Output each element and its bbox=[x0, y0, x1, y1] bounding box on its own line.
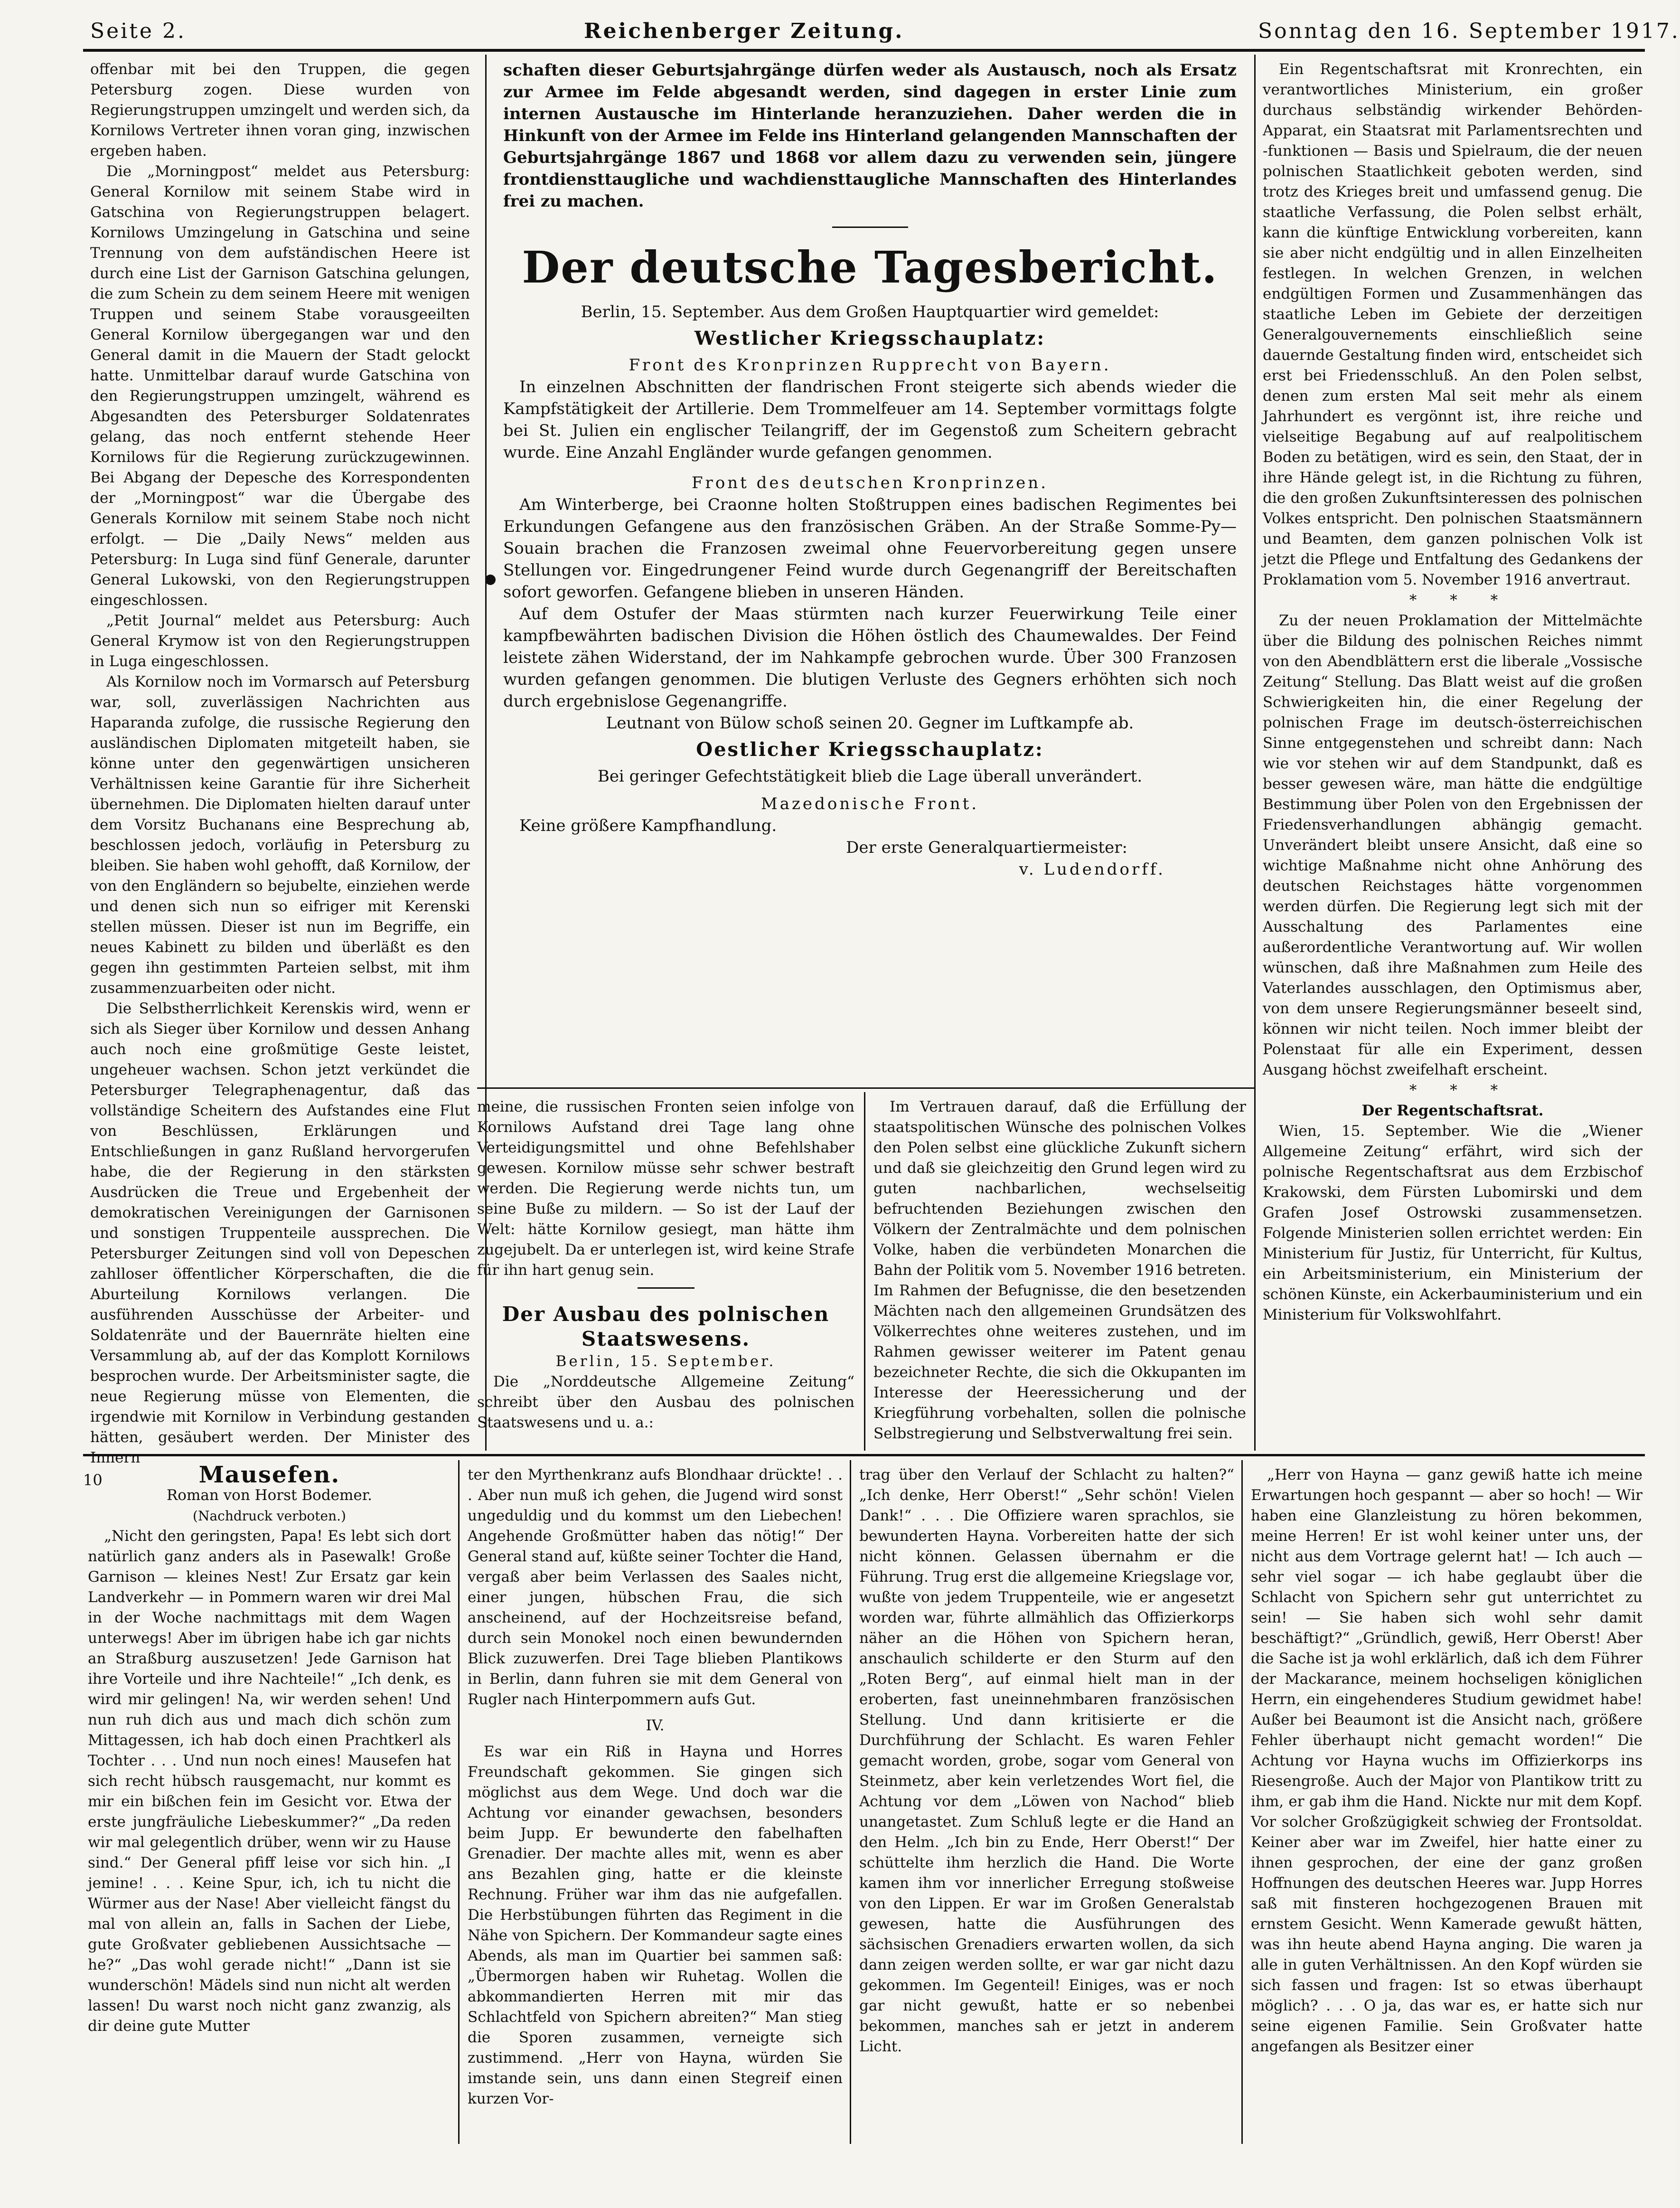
paragraph: Ein Regentschaftsrat mit Kronrechten, ein verantwortliches Ministerium, ein großer durchaus selbständig wirkender Behörden-Apparat, ein Staatsrat mit Parlamentsrechten und -funktionen — Basis und Spielraum, die der neuen polnischen Staatlichkeit geboten werden, sind trotz des Krieges breit und umfassend genug. Die staatliche Verfassung, die Polen selbst erhält, kann die künftige Entwicklung vorbereiten, kann sie aber nicht endgültig und in allen Einzelheiten festlegen. In welchen Grenzen, in welchen endgültigen Formen und Zusammenhängen das staatliche Leben im Gebiete der derzeitigen Generalgouvernements einschließlich seine dauernde Gestaltung finden wird, entscheidet sich erst bei Friedensschluß. An den Polen selbst, denen zum ersten Mal seit mehr als einem Jahrhundert es vergönnt ist, ihre reiche und vielseitige Begabung auf auf realpolitischem Boden zu betätigen, wird es sein, den Staat, der in ihre Hände gelegt ist, in die Richtung zu führen, die den großen Zukunftsinteressen des polnischen Volkes entspricht. Den polnischen Staatsmännern und Beamten, dem ganzen polnischen Volk ist jetzt die Pflege und Entfaltung des Gedankens der Proklamation vom 5. November 1916 anvertraut. bbox=[1263, 61, 1642, 588]
dateline: Berlin, 15. September. bbox=[555, 1353, 776, 1370]
paragraph: Als Kornilow noch im Vormarsch auf Petersburg war, soll, zuverlässigen Nachrichten aus Haparanda zufolge, die russische Regierung den ausländischen Diplomaten mitgeteilt haben, sie könne unter den gegenwärtigen unsicheren Verhältnissen keine Garantie für ihre Sicherheit übernehmen. Die Diplomaten hielten darauf unter dem Vorsitz Buchanans eine Besprechung ab, beschlossen jedoch, vorläufig in Petersburg zu bleiben. Sie haben wohl gehofft, daß Kornilow, der von den Engländern so bejubelte, einziehen werde und denen sich nun so eifriger mit Kerenski stellen müssen. Dieser ist nun im Begriffe, ein neues Kabinett zu bilden und überläßt es den gegen ihn gestimmten Parteien selbst, mit ihm zusammenzuarbeiten oder nicht. bbox=[90, 673, 470, 997]
conscription-paragraph: schaften dieser Geburtsjahrgänge dürfen weder als Austausch, noch als Ersatz zur Armee im Felde abgesandt werden, sind dagegen in erster Linie zum internen Austausche im Hinterlande heranzuziehen. Daher werden die in Hinkunft von der Armee im Felde ins Hinterland gelangenden Mannschaften der Geburtsjahrgänge 1867 und 1868 vor allem dazu zu verwenden sein, jüngere frontdiensttaugliche und wachdiensttaugliche Mannschaften des Hinterlandes frei zu machen. bbox=[503, 61, 1237, 211]
serial-byline: Roman von Horst Bodemer. bbox=[166, 1487, 373, 1504]
column-rule bbox=[1254, 55, 1256, 1451]
serial-column-1 bbox=[88, 1462, 451, 2149]
serial-column-4 bbox=[1251, 1465, 1642, 2149]
regency-heading: Der Regentschaftsrat. bbox=[1361, 1102, 1544, 1119]
column-poland-commentary bbox=[1263, 59, 1642, 1446]
report-paragraph: Am Winterberge, bei Craonne holten Stoßtruppen eines badischen Regimentes bei Erkundungen Gefangene aus den französischen Gräben. An der Straße Somme-Py—Souain brachen die Franzosen zweimal ohne Feuervorbereitung gegen unsere Stellungen vor. Eingedrungener Feind wurde durch Gegenangriff der Bereitschaften sofort geworfen. Gefangene blieben in unseren Händen. bbox=[503, 495, 1237, 602]
serial-column-2 bbox=[468, 1465, 843, 2149]
reprint-notice: (Nachdruck verboten.) bbox=[193, 1508, 346, 1524]
paragraph: Im Vertrauen darauf, daß die Erfüllung der staatspolitischen Wünsche des polnischen Volkes den Polen selbst eine glückliche Zukunft sichern und daß sie gleichzeitig den Grund legen wird zu guten nachbarlichen, wechselseitig befruchtenden Beziehungen zwischen den Völkern der Zentralmächte und dem polnischen Volke, haben die verbündeten Monarchen die Bahn der Politik vom 5. November 1916 betreten. Im Rahmen der Befugnisse, die den besetzenden Mächten nach den allgemeinen Grundsätzen des Völkerrechtes ohne weiteres zustehen, und im Rahmen gewisser weiterer im Patent genau bezeichneter Rechte, die sich die Okkupanten im Interesse der Heeressicherung und der Kriegführung vorbehalten, sollen die polnische Selbstregierung und Selbstverwaltung frei sein. bbox=[873, 1098, 1246, 1442]
paragraph: Wien, 15. September. Wie die „Wiener Allgemeine Zeitung“ erfährt, wird sich der polnische Regentschaftsrat aus dem Erzbischof Krakowski, dem Fürsten Lubomirski und dem Grafen Josef Ostrowski zusammensetzen. Folgende Ministerien sollen errichtet werden: Ein Ministerium für Justiz, für Unterricht, für Kultus, ein Arbeitsministerium, ein Ministerium der schönen Künste, ein Ackerbauministerium und ein Ministerium für Volkswohlfahrt. bbox=[1263, 1123, 1642, 1323]
chapter-number: IV. bbox=[646, 1717, 665, 1734]
serial-text: „Herr von Hayna — ganz gewiß hatte ich meine Erwartungen hoch gespannt — aber so hoch! — Wir haben eine Glanzleistung zu hören bekommen, meine Herren! Er ist wohl keiner unter uns, der nicht aus dem Vortrage gelernt hat! — Ich auch — sehr viel sogar — ich habe geglaubt über die Schlacht von Spichern sehr gut unterrichtet zu sein! — Sie haben sich wohl sehr damit beschäftigt?“ „Gründlich, gewiß, Herr Oberst! Aber die Sache ist ja wohl erklärlich, daß ich dem Führer der Mackarance, meinem hochseligen königlichen Herrn, ein eingehenderes Studium gewidmet habe! Außer bei Beaumont ist die Ansicht nach, größere Fehler überhaupt nicht gemacht worden!“ Die Achtung vor Hayna wuchs im Offizierkorps ins Riesengroße. Auch der Major von Plantikow tritt zu ihm, er gab ihm die Hand. Nickte nur mit dem Kopf. Vor solcher Großzügigkeit schwieg der Frontsoldat. Keiner aber war im Zweifel, hier hatte einer zu ihnen gesprochen, der eine der ganz großen Hoffnungen des deutschen Heeres war. Jupp Horres saß mit finsteren hochgezogenen Brauen mit ernstem Gesicht. Wenn Kamerade gewußt hätten, was ihn heute abend Hayna anging. Die waren ja alle in guten Verhältnissen. An den Kopf würden sie sich fassen und fragen: Ist so etwas überhaupt möglich? . . . O ja, das war es, er hatte sich nur seine eigenen Familie. Sein Großvater hatte angefangen als Besitzer einer bbox=[1251, 1466, 1642, 2055]
header-rule bbox=[83, 49, 1645, 52]
poland-article-title: Der Ausbau des polnischen Staatswesens. bbox=[502, 1302, 830, 1350]
serial-number: 10 bbox=[83, 1471, 103, 1489]
western-front-heading: Westlicher Kriegsschauplatz: bbox=[694, 327, 1046, 349]
report-paragraph: Keine größere Kampfhandlung. bbox=[519, 816, 777, 835]
serial-text: trag über den Verlauf der Schlacht zu halten?“ „Ich denke, Herr Oberst!“ „Sehr schön! Vielen Dank!“ . . . Die Offiziere waren sprachlos, sie bewunderten Hayna. Vorbereiten hatte der sich nicht können. Gelassen übernahm er die Führung. Trug erst die allgemeine Kriegslage vor, wußte von jedem Truppenteile, wie er angesetzt worden war, führte allmählich das Offizierkorps näher an die Höhen von Spichern heran, anschaulich schilderte er den Sturm auf den „Roten Berg“, auf einmal hielt man in der eroberten, fast uneinnehmbaren französischen Stellung. Und dann kritisierte er die Durchführung der Schlacht. Es waren Fehler gemacht worden, grobe, sogar vom General von Steinmetz, aber kein verletzendes Wort fiel, die Achtung vor dem „Löwen von Nachod“ blieb unangetastet. Zum Schluß legte er die Hand an den Helm. „Ich bin zu Ende, Herr Oberst!“ Der schüttelte ihm herzlich die Hand. Die Worte kamen ihm vor innerlicher Erregung stoßweise von den Lippen. Er war im Großen Generalstab gewesen, hatte die Ausführungen des sächsischen Grenadiers erwarten wollen, da sich dann zeigen werden sollte, er war gar nicht dazu gekommen. Im Gegenteil! Einiges, was er noch gar nicht gewußt, hatte er so nebenbei bekommen, manches sah er jetzt in anderem Licht. bbox=[859, 1466, 1234, 2055]
daily-report-section bbox=[503, 59, 1237, 1080]
report-paragraph: Bei geringer Gefechtstätigkeit blieb die Lage überall unverändert. bbox=[597, 767, 1143, 786]
front-heading: Front des Kronprinzen Rupprecht von Bayern. bbox=[629, 356, 1111, 375]
column-russia-news bbox=[90, 59, 470, 1466]
column-poland-part1 bbox=[477, 1097, 854, 1448]
front-heading: Front des deutschen Kronprinzen. bbox=[691, 473, 1049, 492]
section-stars: * * * bbox=[1409, 1082, 1512, 1099]
paragraph: Die Selbstherrlichkeit Kerenskis wird, wenn er sich als Sieger über Kornilow und dessen Anhang auch noch eine großmütige Geste leistet, ungeheuer wachsen. Schon jetzt verkündet die Petersburger Telegraphenagentur, daß das vollständige Scheitern des Aufstandes eine Flut von Beschlüssen, Erklärungen und Entschließungen in ganz Rußland hervorgerufen habe, die der Regierung in den stärksten Ausdrücken die Treue und Ergebenheit der demokratischen Vereinigungen der Garnisonen und sonstigen Truppenteile aussprechen. Die Petersburger Zeitungen sind voll von Depeschen zahlloser öffentlicher Körperschaften, die die Aburteilung Kornilows verlangen. Die ausführenden Ausschüsse der Arbeiter- und Soldatenräte und der Bauernräte hielten eine Versammlung ab, auf der das Komplott Kornilows besprochen wurde. Der Arbeitsminister sagte, die neue Regierung müsse von Elementen, die irgendwie mit Kornilow in Verbindung gestanden hätten, gesäubert werden. Der Minister des Innern bbox=[90, 1000, 470, 1466]
masthead: Reichenberger Zeitung. bbox=[584, 19, 904, 43]
serial-text: „Nicht den geringsten, Papa! Es lebt sich dort natürlich ganz anders als in Pasewalk! Große Garnison — kleines Nest! Zur Ersatz gar kein Landverkehr — in Pommern waren wir drei Mal in der Woche nachmittags mit dem Wagen unterwegs! Aber im übrigen habe ich gar nichts an Straßburg auszusetzen! Jede Garnison hat ihre Vorteile und ihre Nachteile!“ „Ich denk, es wird mir gelingen! Na, wir werden sehen! Und nun ruh dich aus und mach dich schön zum Mittagessen, ich hab doch einen Prachtkerl als Tochter . . . Und nun noch eines! Mausefen hat sich recht hübsch rausgemacht, nur kommt es mir ein bißchen fein im Gesicht vor. Etwa der erste jungfräuliche Liebeskummer?“ „Da reden wir mal gelegentlich drüber, wenn wir zu Hause sind.“ Der General pfiff leise vor sich hin. „I jemine! . . . Keine Spur, ich, ich tu nicht die Würmer aus der Nase! Aber vielleicht fängst du mal von allein an, falls in Sachen der Liebe, gute Großvater gebliebenen Aussichtsache — he?“ „Das wohl gerade nicht!“ „Dann ist sie wunderschön! Mädels sind nun nicht alt werden lassen! Du warst noch nicht ganz zwanzig, als dir deine gute Mutter bbox=[88, 1528, 451, 2035]
front-heading: Mazedonische Front. bbox=[760, 794, 979, 813]
report-paragraph: Leutnant von Bülow schoß seinen 20. Gegner im Luftkampfe ab. bbox=[606, 714, 1134, 733]
dateline: Berlin, 15. September. Aus dem Großen Hauptquartier wird gemeldet: bbox=[581, 302, 1159, 321]
paragraph: offenbar mit bei den Truppen, die gegen Petersburg zogen. Diese wurden von Regierungstruppen umzingelt und werden sich, da Kornilows Vertreter ihnen voran ging, inzwischen ergeben haben. bbox=[90, 61, 470, 160]
paragraph: Die „Morningpost“ meldet aus Petersburg: General Kornilow mit seinem Stabe wird in Gatschina von Regierungstruppen belagert. Kornilows Umzingelung in Gatschina und seine Trennung von dem aufständischen Heere ist durch eine List der Garnison Gatschina gelungen, die zum Schein zu dem seinem Heere mit wenigen Truppen und seinem Stabe vorausgeeilten General Kornilow übergegangen war und den General damit in die Mauern der Stadt gelockt hatte. Unmittelbar darauf wurde Gatschina von den Regierungstruppen umzingelt, während es Abgesandten des Petersburger Soldatenrates gelang, das noch entfernt stehende Heer Kornilows für die Regierung zurückzugewinnen. Bei Abgang der Depesche des Korrespondenten der „Morningpost“ war die Übergabe des Generals Kornilow mit seinem Stabe noch nicht erfolgt. — Die „Daily News“ melden aus Petersburg: In Luga sind fünf Generale, darunter General Lukowski, von den Regierungstruppen eingeschlossen. bbox=[90, 163, 470, 609]
column-rule bbox=[850, 1460, 851, 2144]
section-stars: * * * bbox=[1409, 592, 1512, 609]
page-header bbox=[90, 14, 1680, 47]
page-number: Seite 2. bbox=[90, 19, 186, 43]
paragraph: „Petit Journal“ meldet aus Petersburg: Auch General Krymow ist von den Regierungstruppen in Luga eingeschlossen. bbox=[90, 612, 470, 670]
serial-text: ter den Myrthenkranz aufs Blondhaar drückte! . . . Aber nun muß ich gehen, die Jugend wird sonst ungeduldig und du kommst um den Liebechen! Angehende Großmütter haben das nötig!“ Der General stand auf, küßte seiner Tochter die Hand, vergaß aber beim Verlassen des Saales nicht, einer jungen, hübschen Frau, die sich anscheinend, auf der Hochzeitsreise befand, durch sein Monokel noch einen bewundernden Blick zuzuwerfen. Drei Tage blieben Plantikows in Berlin, dann fuhren sie mit dem General von Rugler nach Hinterpommern aufs Gut. bbox=[468, 1466, 843, 1708]
eastern-front-heading: Oestlicher Kriegsschauplatz: bbox=[696, 738, 1044, 761]
signature-name: v. Ludendorff. bbox=[1019, 860, 1165, 879]
column-rule bbox=[864, 1092, 865, 1451]
paragraph: Die „Norddeutsche Allgemeine Zeitung“ schreibt über den Ausbau des polnischen Staatswesens und u. a.: bbox=[477, 1373, 854, 1431]
serial-text: Es war ein Riß in Hayna und Horres Freundschaft gekommen. Sie gingen sich möglichst aus dem Wege. Und doch war die Achtung vor einander gewachsen, besonders beim Jupp. Er bewunderte den fabelhaften Grenadier. Der machte alles mit, wenn es aber ans Bezahlen ging, hatte er die kleinste Rechnung. Früher war ihm das nie aufgefallen. Die Herbstübungen führten das Regiment in die Nähe von Spichern. Der Kommandeur sagte eines Abends, als man im Quartier bei sammen saß: „Übermorgen haben wir Ruhetag. Wollen die abkommandierten Herren mit mir das Schlachtfeld von Spichern abreiten?“ Man stieg die Sporen zusammen, verneigte sich zustimmend. „Herr von Hayna, würden Sie imstande sein, uns dann einen Stegreif einen kurzen Vor- bbox=[468, 1743, 843, 2107]
serial-column-3 bbox=[859, 1465, 1234, 2149]
serial-title: Mausefen. bbox=[198, 1462, 340, 1488]
issue-date: Sonntag den 16. September 1917. bbox=[1258, 19, 1680, 43]
daily-report-title: Der deutsche Tagesbericht. bbox=[522, 242, 1218, 293]
separator bbox=[832, 226, 908, 228]
paragraph: Zu der neuen Proklamation der Mittelmächte über die Bildung des polnischen Reiches nimmt von den Abendblättern erst die liberale „Vossische Zeitung“ Stellung. Das Blatt weist auf die großen Schwierigkeiten hin, die einer Regelung der polnischen Frage im deutsch-österreichischen Sinne entgegenstehen und schreibt dann: Nach wie vor stehen wir auf dem Standpunkt, daß es besser gewesen wäre, man hätte die endgültige Bestimmung über Polen von den Ergebnissen der Friedensverhandlungen abhängig gemacht. Unverändert bleibt unsere Ansicht, daß eine so wichtige Maßnahme nicht ohne Anhörung des deutschen Reichstages hätte vorgenommen werden dürfen. Die Regierung legt sich mit der Ausschaltung des Parlamentes eine außerordentliche Verantwortung auf. Wir wollen wünschen, daß ihre Maßnahmen zum Heile des Vaterlandes ausschlagen, den Optimismus aber, von dem unsere Regierungsmänner beseelt sind, können wir nicht teilen. Noch immer bleibt der Polenstaat für alle ein Experiment, dessen Ausgang höchst zweifelhaft erscheint. bbox=[1263, 612, 1642, 1078]
column-rule bbox=[1241, 1460, 1243, 2144]
paragraph: meine, die russischen Fronten seien infolge von Kornilows Aufstand drei Tage lang ohne Verteidigungsmittel und ohne Befehlshaber gewesen. Kornilow müsse sehr schwer bestraft werden. Die Regierung werde nichts tun, um seine Buße zu mildern. — So ist der Lauf der Welt: hätte Kornilow gesiegt, man hätte ihm zugejubelt. Da er unterlegen ist, wird keine Strafe für ihn hart genug sein. bbox=[477, 1098, 854, 1279]
section-rule bbox=[477, 1087, 1256, 1089]
column-poland-part2 bbox=[873, 1097, 1246, 1448]
separator bbox=[638, 1287, 695, 1289]
report-paragraph: In einzelnen Abschnitten der flandrischen Front steigerte sich abends wieder die Kampfstätigkeit der Artillerie. Dem Trommelfeuer am 14. September vormittags folgte bei St. Julien ein englischer Teilangriff, der im Gegenstoß zum Scheitern gebracht wurde. Eine Anzahl Engländer wurde gefangen genommen. bbox=[503, 377, 1237, 462]
signature-title: Der erste Generalquartiermeister: bbox=[846, 838, 1127, 857]
report-paragraph: Auf dem Ostufer der Maas stürmten nach kurzer Feuerwirkung Teile einer kampfbewährten badischen Division die Höhen östlich des Chaumewaldes. Der Feind leistete zähen Widerstand, der im Nahkampfe gebrochen wurde. Über 300 Franzosen wurden gefangen genommen. Die blutigen Verluste des Gegners erhöhten sich noch durch ergebnislose Gegenangriffe. bbox=[503, 604, 1237, 711]
column-rule bbox=[458, 1460, 460, 2144]
bullet-mark bbox=[485, 575, 496, 585]
